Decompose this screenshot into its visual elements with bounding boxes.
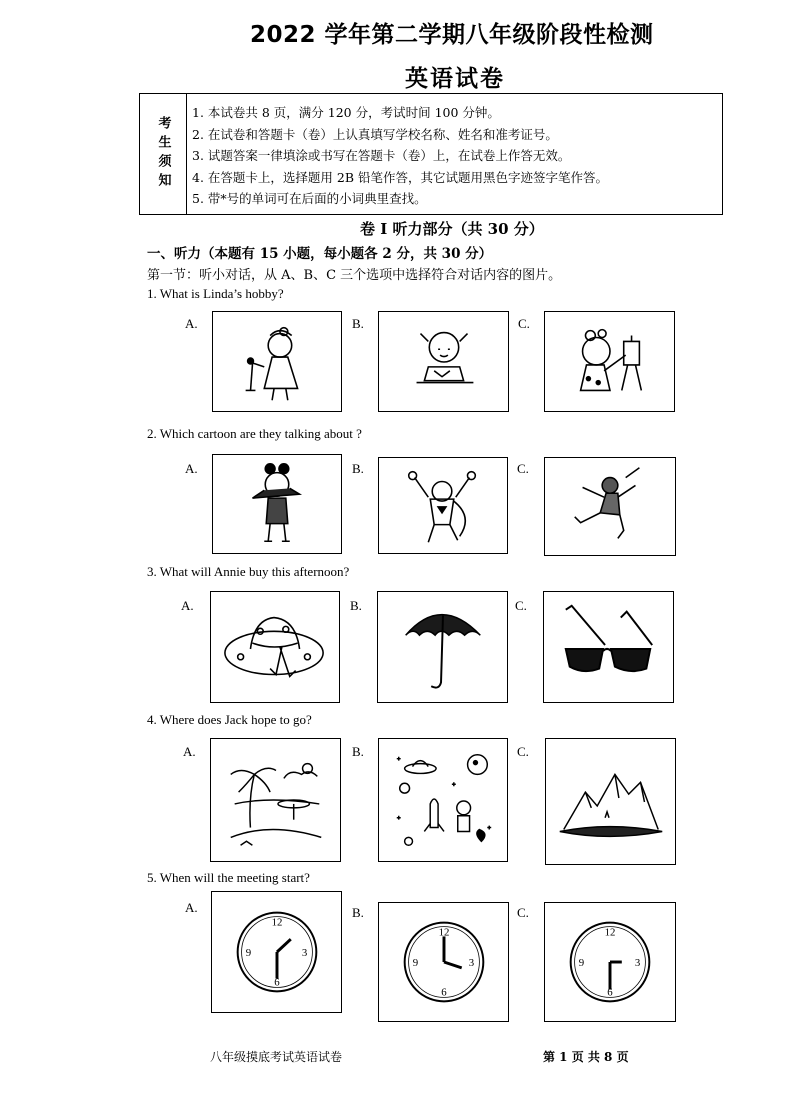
sun-hat-icon: [211, 592, 339, 702]
question-1-text: 1. What is Linda’s hobby?: [147, 286, 284, 301]
clock-icon: [212, 892, 341, 1012]
q5-option-c-image[interactable]: [544, 902, 676, 1022]
clock-12: 12: [438, 926, 450, 939]
q1-option-c-image[interactable]: [544, 311, 675, 412]
notice-label-cell: [140, 94, 187, 214]
superman-cartoon-icon: [379, 458, 507, 553]
option-label: A.: [183, 744, 196, 759]
notice-item: 3. 试题答案一律填涂或书写在答题卡（卷）上，在试卷上作答无效。: [192, 148, 571, 163]
q1-option-b-image[interactable]: [378, 311, 509, 412]
part-title: 卷 I 听力部分（共 30 分）: [360, 220, 544, 238]
footer-page-number: 第 1 页 共 8 页: [543, 1050, 629, 1064]
nezha-cartoon-icon: [213, 455, 341, 553]
q4-option-b-image[interactable]: [378, 738, 508, 862]
spiderman-cartoon-icon: [545, 458, 675, 555]
section-instruction: 第一节：听小对话，从 A、B、C 三个选项中选择符合对话内容的图片。: [147, 268, 562, 283]
mountain-island-icon: [546, 739, 675, 864]
clock-9: 9: [578, 956, 585, 969]
option-label: B.: [352, 316, 364, 331]
clock-12: 12: [271, 916, 283, 929]
q4-option-a-image[interactable]: [210, 738, 341, 862]
clock-6: 6: [607, 986, 613, 999]
option-label: B.: [352, 744, 364, 759]
option-label: C.: [517, 461, 529, 476]
sunglasses-icon: [544, 592, 673, 702]
option-label: C.: [517, 744, 529, 759]
notice-list: [192, 102, 608, 210]
candidate-notice-box: [139, 93, 723, 215]
girl-reading-icon: [379, 312, 508, 411]
clock-icon: [379, 903, 508, 1021]
option-label: C.: [518, 316, 530, 331]
notice-item: 4. 在答题卡上，选择题用 2B 铅笔作答，其它试题用黑色字迹签字笔作答。: [192, 169, 608, 185]
clock-9: 9: [245, 946, 252, 959]
umbrella-icon: [378, 592, 507, 702]
question-5-text: 5. When will the meeting start?: [147, 870, 310, 885]
q3-option-a-image[interactable]: [210, 591, 340, 703]
q1-option-a-image[interactable]: [212, 311, 342, 412]
clock-3: 3: [301, 946, 308, 959]
girl-painting-icon: [545, 312, 674, 411]
section-title: 一、听力（本题有 15 小题，每小题各 2 分，共 30 分）: [147, 246, 493, 262]
q5-option-b-image[interactable]: [378, 902, 509, 1022]
clock-6: 6: [441, 986, 447, 999]
exam-title: 2022 学年第二学期八年级阶段性检测: [250, 22, 654, 48]
clock-3: 3: [468, 956, 475, 969]
option-label: C.: [517, 905, 529, 920]
notice-item: 5. 带*号的单词可在后面的小词典里查找。: [192, 191, 427, 206]
option-label: A.: [185, 900, 198, 915]
outer-space-icon: [379, 739, 507, 861]
option-label: B.: [350, 598, 362, 613]
question-4-text: 4. Where does Jack hope to go?: [147, 712, 312, 727]
option-label: C.: [515, 598, 527, 613]
q4-option-c-image[interactable]: [545, 738, 676, 865]
beach-scene-icon: [211, 739, 340, 861]
q3-option-c-image[interactable]: [543, 591, 674, 703]
notice-item: 2. 在试卷和答题卡（卷）上认真填写学校名称、姓名和准考证号。: [192, 126, 558, 142]
option-label: B.: [352, 905, 364, 920]
exam-subtitle: 英语试卷: [405, 66, 505, 92]
notice-label: 考生须知: [155, 116, 171, 192]
q2-option-b-image[interactable]: [378, 457, 508, 554]
q2-option-a-image[interactable]: [212, 454, 342, 554]
clock-9: 9: [412, 956, 419, 969]
option-label: A.: [185, 461, 198, 476]
option-label: A.: [181, 598, 194, 613]
girl-singing-icon: [213, 312, 341, 411]
footer-exam-name: 八年级摸底考试英语试卷: [210, 1050, 343, 1064]
q2-option-c-image[interactable]: [544, 457, 676, 556]
clock-3: 3: [634, 956, 641, 969]
clock-12: 12: [604, 926, 616, 939]
option-label: A.: [185, 316, 198, 331]
q5-option-a-image[interactable]: [211, 891, 342, 1013]
clock-icon: [545, 903, 675, 1021]
question-2-text: 2. Which cartoon are they talking about ?: [147, 426, 362, 441]
notice-item: 1. 本试卷共 8 页，满分 120 分，考试时间 100 分钟。: [192, 105, 500, 120]
option-label: B.: [352, 461, 364, 476]
q3-option-b-image[interactable]: [377, 591, 508, 703]
question-3-text: 3. What will Annie buy this afternoon?: [147, 564, 350, 579]
clock-6: 6: [274, 976, 280, 989]
